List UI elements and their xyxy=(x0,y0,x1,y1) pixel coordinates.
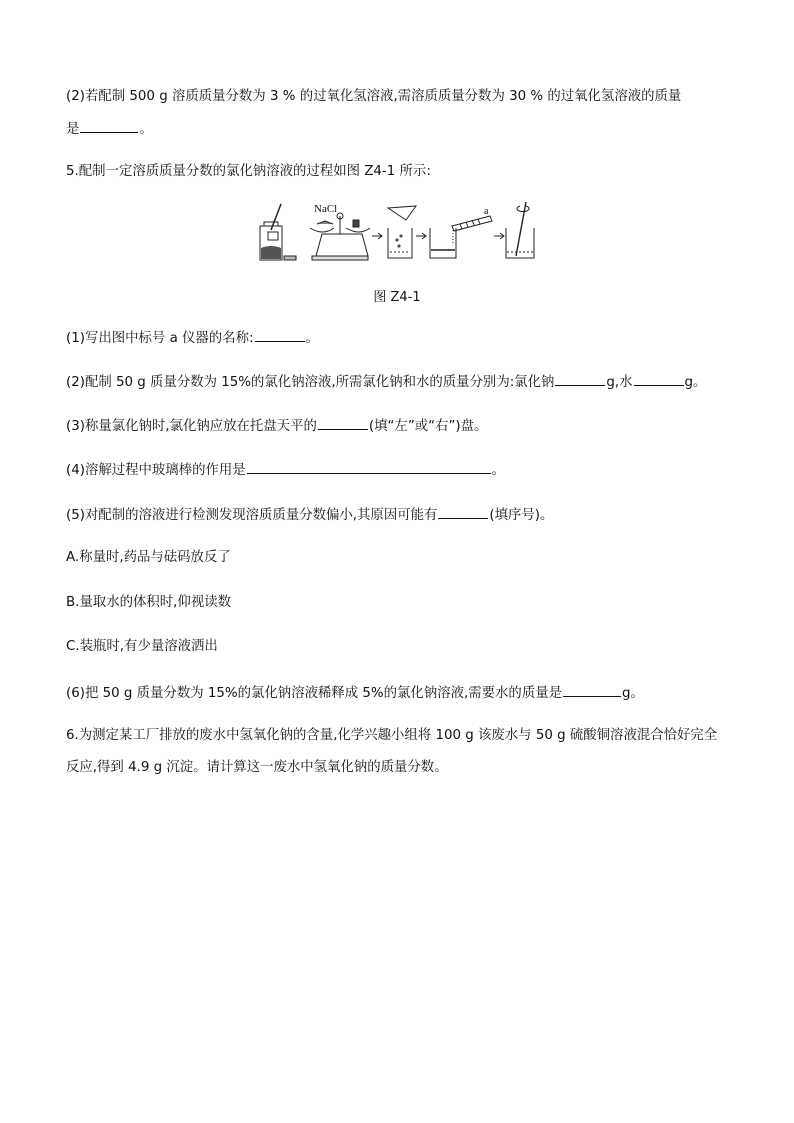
q5-part2-end: g。 xyxy=(684,375,707,390)
graduated-cylinder-icon xyxy=(452,216,492,244)
stirring-beaker-icon xyxy=(506,202,534,258)
q5-part6 xyxy=(66,683,644,703)
answer-blank[interactable] xyxy=(563,683,621,697)
q5-part3-end: (填“左”或“右”)盘。 xyxy=(368,419,488,434)
option-c: C.装瓶时,有少量溶液洒出 xyxy=(66,639,218,654)
q5-part4 xyxy=(66,460,505,480)
q5-part1-end: 。 xyxy=(305,331,319,346)
nacl-label: NaCl xyxy=(314,203,338,215)
q4-part2-end: 。 xyxy=(139,122,153,137)
q5-part3 xyxy=(66,416,487,436)
bottle-lid-icon xyxy=(284,256,296,260)
balance-icon xyxy=(310,213,370,260)
answer-blank[interactable] xyxy=(318,416,368,430)
q5-part3-text: (3)称量氯化钠时,氯化钠应放在托盘天平的 xyxy=(66,419,317,434)
q6-line2: 反应,得到 4.9 g 沉淀。请计算这一废水中氢氧化钠的质量分数。 xyxy=(66,760,448,775)
reagent-bottle-icon xyxy=(260,204,282,260)
funnel-beaker-icon xyxy=(388,206,416,258)
q5-part6-end: g。 xyxy=(622,686,644,701)
q5-part5 xyxy=(66,505,553,525)
q4-part2-text: (2)若配制 500 g 溶质质量分数为 3 % 的过氧化氢溶液,需溶质质量分数为 30 % 的过氧化氢溶液的质量 xyxy=(66,89,682,104)
answer-blank[interactable] xyxy=(247,460,491,474)
answer-blank[interactable] xyxy=(438,505,488,519)
q5-part5-end: (填序号)。 xyxy=(489,508,554,523)
q5-part2-text: (2)配制 50 g 质量分数为 15%的氯化钠溶液,所需氯化钠和水的质量分别为:氯化钠 xyxy=(66,375,555,390)
answer-blank[interactable] xyxy=(80,119,138,133)
process-figure xyxy=(254,200,544,264)
q5-part1-text: (1)写出图中标号 a 仪器的名称: xyxy=(66,331,254,346)
q5-part5-text: (5)对配制的溶液进行检测发现溶质质量分数偏小,其原因可能有 xyxy=(66,508,438,523)
q5-part6-text: (6)把 50 g 质量分数为 15%的氯化钠溶液稀释成 5%的氯化钠溶液,需要水的质量是 xyxy=(66,686,562,701)
figure-caption: 图 Z4-1 xyxy=(373,290,421,305)
q4-part2-line1 xyxy=(66,88,681,106)
answer-blank[interactable] xyxy=(555,372,605,386)
answer-blank[interactable] xyxy=(634,372,684,386)
q5-part2 xyxy=(66,372,706,392)
answer-blank[interactable] xyxy=(255,328,305,342)
arrow-icon xyxy=(416,233,426,239)
q5-intro: 5.配制一定溶质质量分数的氯化钠溶液的过程如图 Z4-1 所示: xyxy=(66,164,431,179)
arrow-icon xyxy=(494,233,504,239)
q4-part2-prefix: 是 xyxy=(66,122,80,137)
q5-part2-mid: g,水 xyxy=(606,375,633,390)
apparatus-a-label: a xyxy=(484,206,489,217)
q5-part1 xyxy=(66,328,319,348)
option-a: A.称量时,药品与砝码放反了 xyxy=(66,550,231,565)
q4-part2-line2 xyxy=(66,119,153,139)
option-b: B.量取水的体积时,仰视读数 xyxy=(66,595,231,610)
q5-part4-text: (4)溶解过程中玻璃棒的作用是 xyxy=(66,463,246,478)
arrow-icon xyxy=(372,233,382,239)
q6-line1: 6.为测定某工厂排放的废水中氢氧化钠的含量,化学兴趣小组将 100 g 该废水与 50 g 硫酸铜溶液混合恰好完全 xyxy=(66,728,718,743)
q5-part4-end: 。 xyxy=(491,463,506,478)
beaker-icon xyxy=(430,228,456,258)
